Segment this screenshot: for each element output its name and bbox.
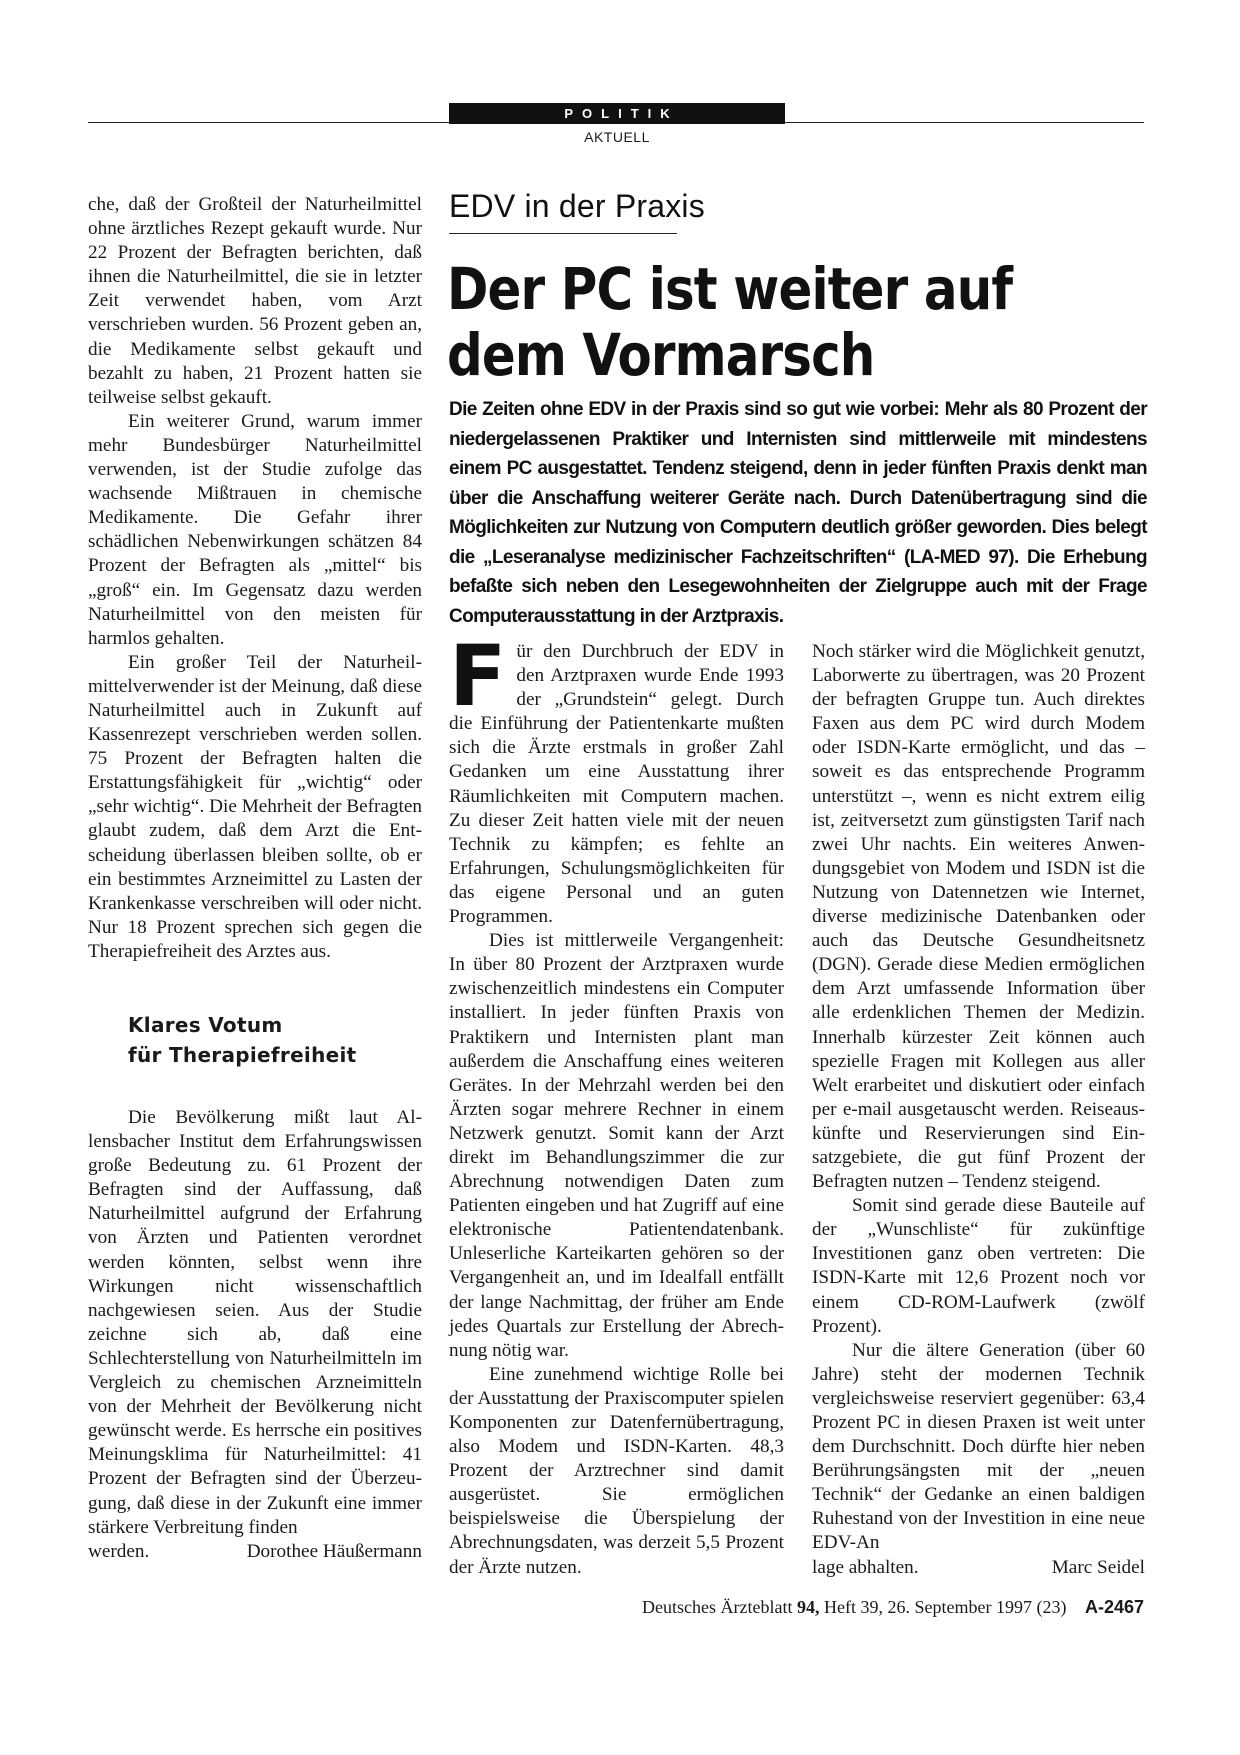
middle-paragraph-1-text: ür den Durchbruch der EDV in den Arztpraxen wurde Ende 1993 der „Grundstein“ gelegt. Durch die Einführung der Patientenkarte mußten sich die Ärzte erstmals in großer Zahl Gedanken um eine Ausstattung ihrer Räumlichkeiten mit Computern machen. Zu dieser Zeit hatten viele mit der neuen Technik zu kämpfen; es fehlte an Erfahrungen, Schulungsmöglichkeiten für das eigene Personal und an guten Programmen.: [449, 641, 784, 928]
left-author: Dorothee Häußermann: [246, 1540, 422, 1562]
right-column: [812, 640, 1145, 1580]
article-title: Der PC ist weiter auf dem Vormarsch: [447, 255, 1013, 389]
right-paragraph-3: Nur die ältere Generation (über 60 Jahre) steht der modernen Technik vergleichsweise reserviert gegenüber: 63,4 Prozent PC in diesen Praxen ist weit unter dem Durchschnitt. Doch dürfte hier neben Berührungsängsten mit der „neuen Technik“ der Gedanke an einen baldigen Ruhestand von der Investition in eine neue EDV-An: [812, 1339, 1145, 1554]
journal-issue: Heft 39, 26. September 1997 (23): [824, 1597, 1067, 1617]
right-paragraph-2: Somit sind gerade diese Bauteile auf der „Wunschliste“ für zukünftige Investitionen ganz oben vertreten: Die ISDN-Karte mit 12,6 Prozent noch vor einem CD-ROM-Laufwerk (zwölf Prozent).: [812, 1195, 1145, 1337]
article-lead: Die Zeiten ohne EDV in der Praxis sind so gut wie vorbei: Mehr als 80 Prozent der niedergelassenen Praktiker und Internisten sind mittlerweile mit mindestens einem PC ausgestattet. Tendenz steigend, denn in jeder fünften Praxis denkt man über die Anschaffung weiterer Geräte nach. Durch Datenübertragung sind die Möglichkeiten zur Nutzung von Computern deutlich größer geworden. Dies belegt die „Leseranalyse medizinischer Fachzeitschriften“ (LA-MED 97). Die Erhebung befaßte sich neben den Lesegewohnheiten der Zielgruppe auch mit der Frage Computerausstattung in der Arztpraxis.: [449, 399, 1147, 627]
left-column: [88, 193, 422, 1564]
article-kicker: EDV in der Praxis: [449, 188, 705, 224]
subsection-label: AKTUELL: [584, 129, 650, 145]
section-label: POLITIK: [449, 103, 785, 124]
left-last-word: werden.: [88, 1540, 150, 1562]
left-signature-line: [88, 1540, 422, 1564]
subheading-line-1: Klares Votum: [128, 1013, 283, 1037]
middle-paragraph-3: Eine zunehmend wichtige Rolle bei der Ausstattung der Praxiscomputer spielen Komponenten zur Datenfernübertragung, also Modem und ISDN-Karten. 48,3 Prozent der Arztrechner sind damit ausgerüstet. Sie ermöglichen beispielsweise die Überspielung der Abrechnungsdaten, was derzeit 5,5 Prozent der Ärzte nutzen.: [449, 1363, 784, 1578]
right-last-words: lage abhalten.: [812, 1556, 919, 1578]
page-number: A-2467: [1084, 1597, 1144, 1617]
subheading-line-2: für Therapiefreiheit: [128, 1043, 357, 1067]
journal-name: Deutsches Ärzteblatt: [642, 1597, 793, 1617]
left-paragraph-1: che, daß der Großteil der Naturheilmittel ohne ärztliches Rezept gekauft wurde. Nur 22 Prozent der Befragten berichten, daß ihnen die Naturheilmittel, die sie in letzter Zeit verwendet haben, vom Arzt verschrieben wurden. 56 Prozent geben an, die Medikamente selbst gekauft und bezahlt zu haben, 21 Prozent hatten sie teilweise selbst gekauft.: [88, 194, 422, 408]
page-footer: [642, 1597, 1144, 1618]
left-subheading: [128, 1010, 422, 1070]
left-paragraph-3: Ein großer Teil der Naturheilmittelverwender ist der Meinung, daß diese Naturheilmittel auch in Zukunft auf Kassenrezept verschrieben werden sollen. 75 Prozent der Befragten halten die Erstattungsfähigkeit für „wichtig“ oder „sehr wichtig“. Die Mehrheit der Befragten glaubt zudem, daß dem Arzt die Entscheidung überlassen bleiben sollte, ob er ein bestimmtes Arzneimittel zu Lasten der Krankenkasse verschreiben will oder nicht. Nur 18 Prozent sprechen sich gegen die Therapiefreiheit des Arztes aus.: [88, 651, 422, 962]
left-paragraph-4: Die Bevölkerung mißt laut Allensbacher Institut dem Erfahrungswissen große Bedeutung zu. 61 Prozent der Befragten sind der Auffassung, daß Naturheilmittel aufgrund der Erfahrung von Ärzten und Patienten verordnet werden könnten, selbst wenn ihre Wirkungen nicht wissenschaftlich nachgewiesen seien. Aus der Studie zeichne sich ab, daß eine Schlechterstellung von Naturheilmitteln im Vergleich zu chemischen Arzneimitteln von der Mehrheit der Bevölkerung nicht gewünscht werde. Es herrsche ein positives Meinungsklima für Naturheilmittel: 41 Prozent der Befragten sind der Überzeugung, daß diese in der Zukunft eine immer stärkere Verbreitung finden: [88, 1107, 422, 1538]
middle-paragraph-1: [449, 627, 784, 929]
right-signature-line: [812, 1556, 1145, 1580]
middle-paragraph-2: Dies ist mittlerweile Vergangenheit: In über 80 Prozent der Arztpraxen wurde zwischenzeitlich mindestens ein Computer installiert. In jeder fünften Praxis von Praktikern und Internisten plant man außerdem die Anschaffung eines weiteren Gerätes. In der Mehrzahl werden bei den Ärzten sogar mehrere Rechner in einem Netzwerk genutzt. Somit kann der Arzt direkt im Behandlungszimmer die zur Abrechnung notwendigen Daten zum Patienten eingeben und hat Zugriff auf eine elektronische Patientendatenbank. Unleserliche Karteikarten gehören so der Vergangenheit an, und im Idealfall entfällt der lange Nachmittag, der früher am Ende jedes Quartals zur Erstellung der Abrechnung nötig war.: [449, 930, 784, 1361]
left-paragraph-2: Ein weiterer Grund, warum immer mehr Bundesbürger Naturheilmittel verwenden, ist der Studie zufolge das wachsende Mißtrauen in chemische Medikamente. Die Gefahr ihrer schädlichen Nebenwirkungen schätzen 84 Prozent der Befragten als „mittel“ bis „groß“ ein. Im Gegensatz dazu werden Naturheilmittel von den meisten für harmlos gehalten.: [88, 410, 422, 649]
journal-volume: 94,: [797, 1597, 820, 1617]
kicker-underline: [449, 233, 677, 234]
drop-cap: F: [449, 627, 507, 725]
middle-column: [449, 627, 784, 1580]
article-author: Marc Seidel: [1051, 1556, 1145, 1578]
right-paragraph-1: Noch stärker wird die Möglichkeit genutzt, Laborwerte zu übertragen, was 20 Prozent der befragten Gruppe tun. Auch direktes Faxen aus dem PC wird durch Modem oder ISDN-Karte ermöglicht, und das – soweit es das entsprechende Programm unterstützt –, wenn es nicht extrem eilig ist, zeitversetzt zum günstigsten Tarif nach zwei Uhr nachts. Ein weiteres Anwendungsgebiet von Modem und ISDN ist die Nutzung von Datennetzen wie Internet, diverse medizinische Datenbanken oder auch das Deutsche Gesundheitsnetz (DGN). Gerade diese Medien ermöglichen dem Arzt umfassende Information über alle erdenklichen Themen der Medizin. Innerhalb kürzester Zeit können auch spezielle Fragen mit Kollegen aus aller Welt erarbeitet und diskutiert oder einfach per e-mail ausgetauscht werden. Reiseauskünfte und Reservierungen sind Einsatzgebiete, die gut fünf Prozent der Befragten nutzen – Tendenz steigend.: [812, 641, 1145, 1193]
